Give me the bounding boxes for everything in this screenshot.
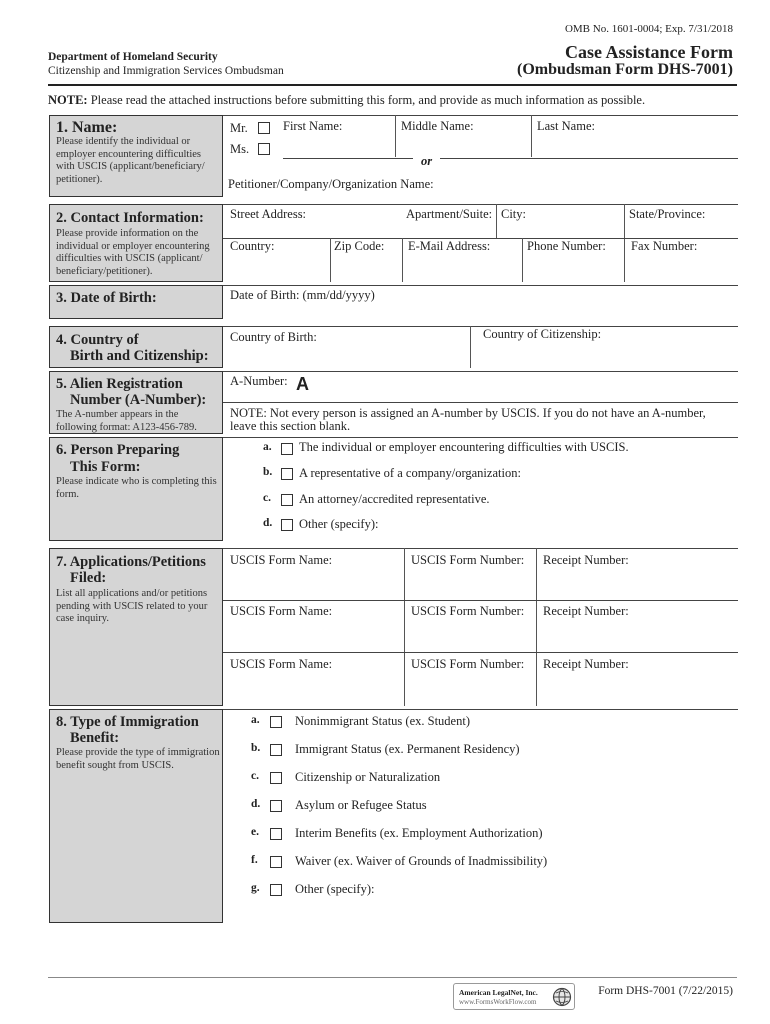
- section-7-label: [49, 548, 223, 706]
- s5-mid-rule: [223, 402, 738, 403]
- section-4-title: 4. Country of: [56, 332, 139, 348]
- s8-option-e-checkbox[interactable]: [270, 828, 282, 840]
- section-3-title: 3. Date of Birth:: [56, 290, 157, 306]
- section-1-label: [49, 115, 223, 197]
- s6-option-b-letter: b.: [263, 466, 273, 478]
- city-label: City:: [501, 207, 527, 221]
- footer-badge: [453, 983, 575, 1010]
- s8-option-d-checkbox[interactable]: [270, 800, 282, 812]
- section-5-label: [49, 371, 223, 434]
- s6-option-b-checkbox[interactable]: [281, 468, 293, 480]
- s6-option-d-checkbox[interactable]: [281, 519, 293, 531]
- ms-label: Ms.: [230, 142, 250, 156]
- department-name: Department of Homeland Security: [48, 51, 218, 63]
- s8-option-a-checkbox[interactable]: [270, 716, 282, 728]
- s6-top-rule: [223, 437, 738, 438]
- s8-option-f-letter: f.: [251, 854, 258, 866]
- or-label: or: [421, 154, 433, 168]
- footer-rule: [48, 977, 737, 978]
- s6-option-c-letter: c.: [263, 492, 271, 504]
- s6-option-a-checkbox[interactable]: [281, 443, 293, 455]
- s7-row2-form-name: USCIS Form Name:: [230, 604, 333, 618]
- a-number-label: A-Number:: [230, 374, 288, 388]
- note-text: Please read the attached instructions before submitting this form, and provide as much information as possible.: [90, 93, 646, 107]
- s8-option-f-text: Waiver (ex. Waiver of Grounds of Inadmissibility): [295, 854, 548, 868]
- middle-name-label: Middle Name:: [401, 119, 474, 133]
- note-line: [48, 93, 645, 108]
- footer-url: www.FormsWorkFlow.com: [459, 998, 537, 1006]
- s6-option-a-letter: a.: [263, 441, 272, 453]
- section-7-title-2: Filed:: [70, 570, 107, 586]
- s8-option-f-checkbox[interactable]: [270, 856, 282, 868]
- a-number-prefix: A: [296, 374, 309, 394]
- section-3-label: [49, 285, 223, 319]
- applications-field-area[interactable]: [228, 548, 738, 706]
- s8-option-a-letter: a.: [251, 714, 260, 726]
- section-7-desc: List all applications and/or petitions pending with USCIS related to your case inquiry.: [56, 588, 208, 624]
- header-rule: [48, 84, 737, 86]
- country-of-citizenship-label: Country of Citizenship:: [483, 327, 602, 341]
- s8-option-c-text: Citizenship or Naturalization: [295, 770, 441, 784]
- s8-top-rule: [223, 709, 738, 710]
- s7-row1-receipt: Receipt Number:: [543, 553, 629, 567]
- section-8-title-2: Benefit:: [70, 730, 120, 746]
- s6-option-a-text: The individual or employer encountering difficulties with USCIS.: [299, 440, 629, 454]
- s8-option-c-checkbox[interactable]: [270, 772, 282, 784]
- fax-label: Fax Number:: [631, 239, 698, 253]
- section-6-label: [49, 437, 223, 541]
- section-2-title: 2. Contact Information:: [56, 210, 204, 226]
- s7-row3-form-name: USCIS Form Name:: [230, 657, 333, 671]
- apartment-label: Apartment/Suite:: [406, 207, 493, 221]
- country-field-area[interactable]: [228, 326, 738, 368]
- country-of-birth-label: Country of Birth:: [230, 330, 317, 344]
- s8-option-g-text: Other (specify):: [295, 882, 375, 896]
- form-subtitle: (Ombudsman Form DHS-7001): [516, 61, 733, 78]
- section-4-label: [49, 326, 223, 368]
- s8-option-a-text: Nonimmigrant Status (ex. Student): [295, 714, 470, 728]
- globe-icon: [552, 987, 572, 1007]
- contact-field-area[interactable]: [228, 204, 738, 282]
- s6-option-c-checkbox[interactable]: [281, 494, 293, 506]
- petitioner-name-label: Petitioner/Company/Organization Name:: [228, 177, 434, 191]
- section-5-desc: The A-number appears in the following format: A123-456-789.: [56, 409, 197, 433]
- section-2-label: [49, 204, 223, 282]
- s8-option-g-letter: g.: [251, 882, 260, 894]
- s6-option-c-text: An attorney/accredited representative.: [299, 492, 490, 506]
- s7-row2-receipt: Receipt Number:: [543, 604, 629, 618]
- a-number-note-line-1: NOTE: Not every person is assigned an A-number by USCIS. If you do not have an A-number,: [230, 406, 706, 420]
- s6-option-d-letter: d.: [263, 517, 273, 529]
- section-6-desc: Please indicate who is completing this form.: [56, 476, 217, 500]
- a-number-note-line-2: leave this section blank.: [230, 419, 351, 433]
- s8-option-b-text: Immigrant Status (ex. Permanent Residency): [295, 742, 520, 756]
- s6-option-b-text: A representative of a company/organization:: [299, 466, 521, 480]
- note-label: NOTE:: [48, 93, 88, 107]
- s8-option-e-letter: e.: [251, 826, 259, 838]
- s7-row1-form-name: USCIS Form Name:: [230, 553, 333, 567]
- a-number-input[interactable]: [310, 371, 738, 401]
- s7-row2-form-number: USCIS Form Number:: [411, 604, 525, 618]
- section-1-desc: Please identify the individual or employer encountering difficulties with USCIS (applicant/beneficiary/ petitioner).: [56, 136, 205, 185]
- section-8-title: 8. Type of Immigration: [56, 714, 199, 730]
- dob-field-area[interactable]: [228, 285, 738, 319]
- country-label: Country:: [230, 239, 275, 253]
- street-address-label: Street Address:: [230, 207, 307, 221]
- section-4-title-2: Birth and Citizenship:: [70, 348, 209, 364]
- section-6-title: 6. Person Preparing: [56, 442, 180, 458]
- section-2-desc: Please provide information on the individual or employer encountering difficulties with USCIS (applicant/ beneficiary/petitioner).: [56, 228, 210, 277]
- mr-label: Mr.: [230, 121, 248, 135]
- s7-row1-form-number: USCIS Form Number:: [411, 553, 525, 567]
- section-7-title: 7. Applications/Petitions: [56, 554, 206, 570]
- section-8-desc: Please provide the type of immigration benefit sought from USCIS.: [56, 747, 220, 771]
- email-label: E-Mail Address:: [408, 239, 491, 253]
- omb-number: OMB No. 1601-0004; Exp. 7/31/2018: [564, 23, 733, 35]
- form-id: Form DHS-7001 (7/22/2015): [598, 985, 733, 997]
- first-name-label: First Name:: [283, 119, 343, 133]
- s6-option-d-text: Other (specify):: [299, 517, 379, 531]
- s8-option-g-checkbox[interactable]: [270, 884, 282, 896]
- zip-code-label: Zip Code:: [334, 239, 385, 253]
- s8-option-b-letter: b.: [251, 742, 261, 754]
- state-label: State/Province:: [629, 207, 706, 221]
- section-6-title-2: This Form:: [70, 459, 141, 475]
- s8-option-d-letter: d.: [251, 798, 261, 810]
- section-8-label: [49, 709, 223, 923]
- section-1-title: 1. Name:: [56, 119, 118, 136]
- form-title: Case Assistance Form: [565, 42, 733, 62]
- section-5-title: 5. Alien Registration: [56, 376, 183, 392]
- s8-option-d-text: Asylum or Refugee Status: [295, 798, 427, 812]
- phone-label: Phone Number:: [527, 239, 606, 253]
- s7-row3-form-number: USCIS Form Number:: [411, 657, 525, 671]
- section-5-title-2: Number (A-Number):: [70, 392, 207, 408]
- s8-option-b-checkbox[interactable]: [270, 744, 282, 756]
- office-name: Citizenship and Immigration Services Ombudsman: [48, 65, 284, 77]
- footer-brand: American LegalNet, Inc.: [459, 988, 538, 997]
- last-name-label: Last Name:: [537, 119, 595, 133]
- name-field-area[interactable]: [228, 115, 738, 197]
- s8-option-c-letter: c.: [251, 770, 259, 782]
- dob-label: Date of Birth: (mm/dd/yyyy): [230, 288, 375, 302]
- s7-row3-receipt: Receipt Number:: [543, 657, 629, 671]
- s8-option-e-text: Interim Benefits (ex. Employment Authorization): [295, 826, 543, 840]
